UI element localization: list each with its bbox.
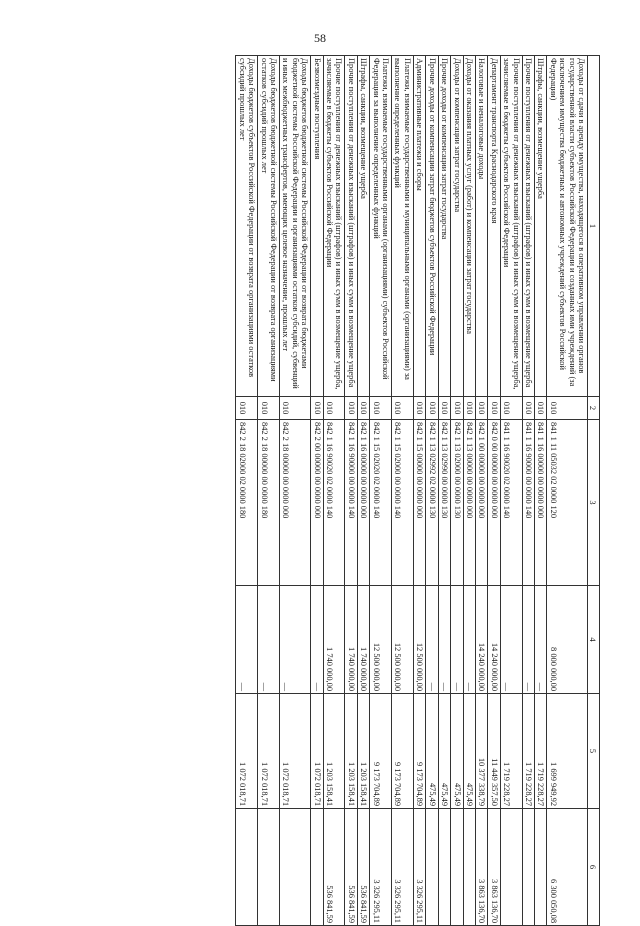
cell-c1: Прочие поступления от денежных взысканий (штрафов) и иных сумм в возмещение ущерба, зачисляемые в бюджеты субъектов Российской Федерации xyxy=(500,56,522,397)
cell-c4: — xyxy=(258,586,280,694)
cell-c4: 1 740 000,00 xyxy=(323,586,345,694)
cell-c6: 3 326 295,11 xyxy=(413,809,425,926)
cell-c5: 1 719 228,27 xyxy=(522,694,534,809)
cell-c2: 010 xyxy=(280,397,311,420)
cell-c6: 3 326 295,11 xyxy=(392,809,414,926)
cell-c1: Налоговые и неналоговые доходы xyxy=(475,56,487,397)
cell-c1: Доходы от компенсации затрат государства xyxy=(451,56,463,397)
cell-c1: Платежи, взимаемые государственными органами (организациями) субъектов Российской Федерации за выполнение определенных функций xyxy=(370,56,392,397)
cell-c1: Штрафы, санкции, возмещение ущерба xyxy=(357,56,369,397)
cell-c5: 11 449 357,50 xyxy=(488,694,500,809)
cell-c1: Прочие поступления от денежных взысканий (штрафов) и иных сумм в возмещение ущерба xyxy=(345,56,357,397)
cell-c5: 1 072 018,71 xyxy=(236,694,258,809)
header-col-3: 3 xyxy=(588,420,600,586)
cell-c5: 475,49 xyxy=(438,694,450,809)
cell-c2: 010 xyxy=(236,397,258,420)
cell-c2: 010 xyxy=(438,397,450,420)
cell-c6 xyxy=(280,809,311,926)
table-row xyxy=(236,56,258,926)
cell-c5: 1 203 158,41 xyxy=(345,694,357,809)
cell-c6 xyxy=(500,809,522,926)
cell-c1: Безвозмездные поступления xyxy=(311,56,323,397)
cell-c3: 841 1 11 05032 02 0000 120 xyxy=(547,420,588,586)
cell-c6: 6 300 050,08 xyxy=(547,809,588,926)
cell-c6 xyxy=(463,809,475,926)
table-row xyxy=(488,56,500,926)
cell-c4: — xyxy=(522,586,534,694)
cell-c5: 1 203 158,41 xyxy=(323,694,345,809)
header-col-4: 4 xyxy=(588,586,600,694)
cell-c4: — xyxy=(236,586,258,694)
cell-c5: 1 719 228,27 xyxy=(500,694,522,809)
cell-c3: 842 1 15 02020 02 0000 140 xyxy=(370,420,392,586)
cell-c2: 010 xyxy=(323,397,345,420)
cell-c4: 12 500 000,00 xyxy=(370,586,392,694)
cell-c1: Департамент транспорта Краснодарского края xyxy=(488,56,500,397)
cell-c3: 841 1 16 90000 00 0000 140 xyxy=(522,420,534,586)
cell-c6 xyxy=(426,809,438,926)
cell-c4: — xyxy=(451,586,463,694)
rotated-table-container xyxy=(90,55,600,925)
table-row xyxy=(370,56,392,926)
cell-c3: 842 2 18 00000 00 0000 180 xyxy=(258,420,280,586)
cell-c6: 3 863 136,70 xyxy=(475,809,487,926)
cell-c5: 1 719 228,27 xyxy=(534,694,546,809)
cell-c3: 842 1 13 02990 00 0000 130 xyxy=(438,420,450,586)
cell-c5: 1 072 018,71 xyxy=(280,694,311,809)
table-row xyxy=(438,56,450,926)
cell-c6 xyxy=(438,809,450,926)
table-row xyxy=(426,56,438,926)
revenue-table xyxy=(235,55,600,926)
header-col-6: 6 xyxy=(588,809,600,926)
cell-c1: Доходы от оказания платных услуг (работ) и компенсации затрат государства xyxy=(463,56,475,397)
cell-c5: 475,49 xyxy=(451,694,463,809)
cell-c1: Прочие доходы от компенсации затрат государства xyxy=(438,56,450,397)
table-row xyxy=(392,56,414,926)
cell-c4: — xyxy=(500,586,522,694)
cell-c1: Доходы бюджетов субъектов Российской Федерации от возврата организациями остатков субсидий прошлых лет xyxy=(236,56,258,397)
cell-c5: 475,49 xyxy=(463,694,475,809)
cell-c2: 010 xyxy=(488,397,500,420)
cell-c5: 1 699 949,92 xyxy=(547,694,588,809)
cell-c2: 010 xyxy=(370,397,392,420)
table-row xyxy=(522,56,534,926)
cell-c3: 842 2 18 02000 02 0000 180 xyxy=(236,420,258,586)
cell-c4: — xyxy=(463,586,475,694)
cell-c6 xyxy=(451,809,463,926)
cell-c6: 3 863 136,70 xyxy=(488,809,500,926)
cell-c2: 010 xyxy=(522,397,534,420)
cell-c3: 842 1 13 02992 02 0000 130 xyxy=(426,420,438,586)
cell-c2: 010 xyxy=(500,397,522,420)
cell-c3: 842 1 00 00000 00 0000 000 xyxy=(475,420,487,586)
table-row xyxy=(280,56,311,926)
table-row xyxy=(357,56,369,926)
cell-c6 xyxy=(236,809,258,926)
cell-c3: 842 1 16 00000 00 0000 000 xyxy=(357,420,369,586)
cell-c2: 010 xyxy=(258,397,280,420)
cell-c6 xyxy=(311,809,323,926)
cell-c1: Доходы бюджетов бюджетной системы Российской Федерации от возврата бюджетами бюджетной системы Российской Федерации и организациями остатков субсидий, субвенций и иных межбюджетных трансфертов, имеющих целевое назначение, прошлых лет xyxy=(280,56,311,397)
cell-c1: Доходы бюджетов бюджетной системы Российской Федерации от возврата организациями остатков субсидий прошлых лет xyxy=(258,56,280,397)
cell-c3: 841 1 16 90020 02 0000 140 xyxy=(500,420,522,586)
cell-c2: 010 xyxy=(451,397,463,420)
cell-c3: 842 1 16 90020 02 0000 140 xyxy=(323,420,345,586)
header-col-2: 2 xyxy=(588,397,600,420)
cell-c6: 536 841,59 xyxy=(323,809,345,926)
cell-c5: 1 072 018,71 xyxy=(311,694,323,809)
cell-c6: 3 326 295,11 xyxy=(370,809,392,926)
cell-c3: 842 1 15 02000 00 0000 140 xyxy=(392,420,414,586)
cell-c3: 842 0 00 00000 00 0000 000 xyxy=(488,420,500,586)
cell-c6: 536 841,59 xyxy=(345,809,357,926)
cell-c4: 14 240 000,00 xyxy=(488,586,500,694)
cell-c5: 1 203 158,41 xyxy=(357,694,369,809)
cell-c5: 475,49 xyxy=(426,694,438,809)
cell-c1: Прочие доходы от компенсации затрат бюджетов субъектов Российской Федерации xyxy=(426,56,438,397)
cell-c4: 1 740 000,00 xyxy=(345,586,357,694)
cell-c5: 9 173 704,89 xyxy=(370,694,392,809)
cell-c5: 10 377 338,79 xyxy=(475,694,487,809)
cell-c5: 9 173 704,89 xyxy=(392,694,414,809)
cell-c2: 010 xyxy=(547,397,588,420)
table-row xyxy=(258,56,280,926)
cell-c6 xyxy=(534,809,546,926)
cell-c1: Административные платежи и сборы xyxy=(413,56,425,397)
header-row xyxy=(588,56,600,926)
cell-c4: — xyxy=(280,586,311,694)
cell-c3: 842 1 16 90000 00 0000 140 xyxy=(345,420,357,586)
cell-c2: 010 xyxy=(475,397,487,420)
cell-c2: 010 xyxy=(392,397,414,420)
cell-c1: Прочие поступления от денежных взысканий (штрафов) и иных сумм в возмещение ущерба, зачисляемые в бюджеты субъектов Российской Федерации xyxy=(323,56,345,397)
table-row xyxy=(500,56,522,926)
cell-c4: — xyxy=(534,586,546,694)
cell-c4: 12 500 000,00 xyxy=(413,586,425,694)
cell-c2: 010 xyxy=(426,397,438,420)
cell-c5: 9 173 704,89 xyxy=(413,694,425,809)
table-row xyxy=(475,56,487,926)
page-number: 58 xyxy=(314,31,326,45)
cell-c4: — xyxy=(426,586,438,694)
cell-c3: 842 1 13 00000 00 0000 000 xyxy=(463,420,475,586)
cell-c6: 536 841,59 xyxy=(357,809,369,926)
cell-c3: 842 1 13 02000 00 0000 130 xyxy=(451,420,463,586)
cell-c3: 841 1 16 00000 00 0000 000 xyxy=(534,420,546,586)
cell-c4: 1 740 000,00 xyxy=(357,586,369,694)
cell-c2: 010 xyxy=(463,397,475,420)
cell-c4: 12 500 000,00 xyxy=(392,586,414,694)
cell-c2: 010 xyxy=(413,397,425,420)
cell-c3: 842 1 15 00000 00 0000 000 xyxy=(413,420,425,586)
table-row xyxy=(534,56,546,926)
table-row xyxy=(547,56,588,926)
cell-c6 xyxy=(258,809,280,926)
table-row xyxy=(345,56,357,926)
cell-c6 xyxy=(522,809,534,926)
header-col-1: 1 xyxy=(588,56,600,397)
cell-c4: — xyxy=(311,586,323,694)
table-row xyxy=(311,56,323,926)
cell-c5: 1 072 018,71 xyxy=(258,694,280,809)
cell-c4: — xyxy=(438,586,450,694)
cell-c2: 010 xyxy=(534,397,546,420)
cell-c4: 8 000 000,00 xyxy=(547,586,588,694)
cell-c1: Платежи, взимаемые государственными и муниципальными органами (организациями) за выполнение определенных функций xyxy=(392,56,414,397)
cell-c4: 14 240 000,00 xyxy=(475,586,487,694)
cell-c3: 842 2 18 00000 00 0000 000 xyxy=(280,420,311,586)
cell-c1: Доходы от сдачи в аренду имущества, находящегося в оперативном управлении органов государственной власти субъектов Российской Федерации и созданных ими учреждений (за исключением имущества бюджетных и автономных учреждений субъектов Российской Федерации) xyxy=(547,56,588,397)
table-row xyxy=(323,56,345,926)
table-row xyxy=(451,56,463,926)
cell-c3: 842 2 00 00000 00 0000 000 xyxy=(311,420,323,586)
cell-c2: 010 xyxy=(357,397,369,420)
cell-c2: 010 xyxy=(311,397,323,420)
cell-c1: Прочие поступления от денежных взысканий (штрафов) и иных сумм в возмещение ущерба xyxy=(522,56,534,397)
cell-c1: Штрафы, санкции, возмещение ущерба xyxy=(534,56,546,397)
table-row xyxy=(413,56,425,926)
header-col-5: 5 xyxy=(588,694,600,809)
cell-c2: 010 xyxy=(345,397,357,420)
table-row xyxy=(463,56,475,926)
